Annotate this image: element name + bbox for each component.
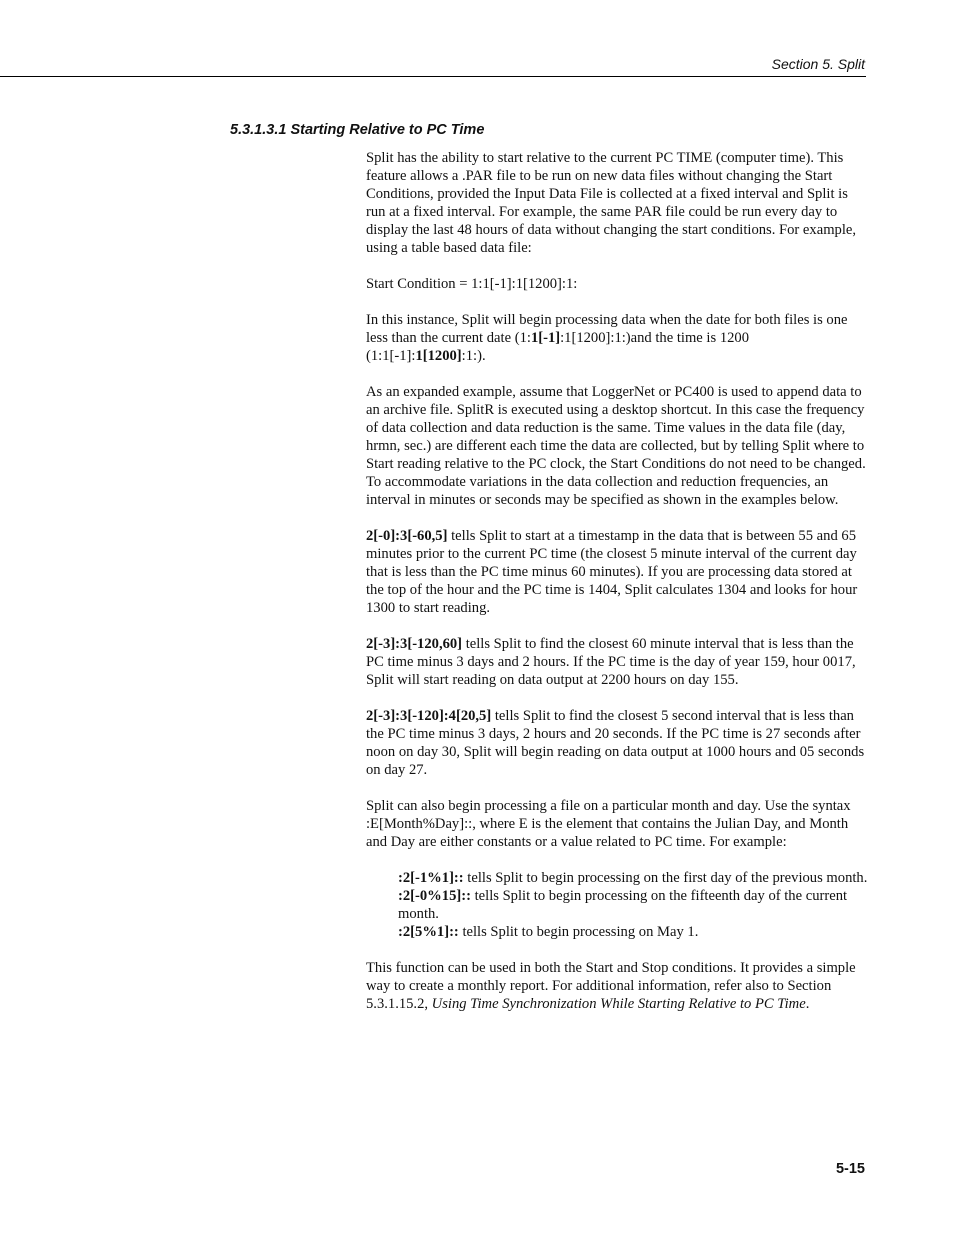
month-day-paragraph: Split can also begin processing a file on a particular month and day. Use the syntax :E[Month%Day]::, where E is the element that contains the Julian Day, and Month and Day are either constants or a value related to PC time. For example: xyxy=(366,798,851,850)
instance-code-1: 1[-1] xyxy=(530,330,561,346)
section-reference-title: Using Time Synchronization While Starting Relative to PC Time xyxy=(431,996,806,1012)
example-3-paragraph xyxy=(366,707,868,779)
month-example-3-text: tells Split to begin processing on May 1. xyxy=(458,924,699,940)
example-2-code: 2[-3]:3[-120,60] xyxy=(366,636,463,652)
example-3-code: 2[-3]:3[-120]:4[20,5] xyxy=(366,708,492,724)
closing-paragraph xyxy=(366,959,868,1013)
month-example-1-code: :2[-1%1]:: xyxy=(398,870,464,886)
example-2-text: tells Split to find the closest 60 minute interval that is less than the PC time minus 3 days and 2 hours. If the PC time is the day of year 159, hour 0017, Split will start reading on data output at 2200 hours on day 155. xyxy=(366,636,856,688)
start-condition-line: Start Condition = 1:1[-1]:1[1200]:1: xyxy=(366,276,578,292)
closing-end: . xyxy=(805,996,810,1012)
closing-text: This function can be used in both the Start and Stop conditions. It provides a simple way to create a monthly report. For additional information, refer also to Section 5.3.1.15.2, xyxy=(366,960,856,1012)
month-example-1 xyxy=(398,869,868,887)
instance-code-2: 1[1200] xyxy=(415,348,462,364)
month-example-3-code: :2[5%1]:: xyxy=(398,924,459,940)
running-head: Section 5. Split xyxy=(771,56,865,72)
month-example-1-text: tells Split to begin processing on the first day of the previous month. xyxy=(463,870,868,886)
expanded-example-paragraph: As an expanded example, assume that LoggerNet or PC400 is used to append data to an archive file. SplitR is executed using a desktop shortcut. In this case the frequency of data collection and data reduction is the same. Time values in the data file (day, hrmn, sec.) are different each time the data are collected, but by telling Split where to Start reading relative to the PC clock, the Start Conditions do not need to be changed. To accommodate variations in the data collection and reduction frequencies, an interval in minutes or seconds may be specified as shown in the examples below. xyxy=(366,384,866,508)
example-3-text: tells Split to find the closest 5 second interval that is less than the PC time minus 3 days, 2 hours and 20 seconds. If the PC time is 27 seconds after noon on day 30, Split will begin reading on data output at 1000 hours and 05 seconds on day 27. xyxy=(366,708,865,778)
page-number: 5-15 xyxy=(835,1161,865,1177)
month-example-3 xyxy=(398,923,868,941)
example-2-paragraph xyxy=(366,635,868,689)
header-rule xyxy=(0,76,866,77)
instance-text-3: :1:). xyxy=(461,348,486,364)
example-1-paragraph xyxy=(366,527,868,617)
instance-text-1: In this instance, Split will begin processing data when the date for both files is one less than the current date (1: xyxy=(366,312,848,346)
intro-paragraph: Split has the ability to start relative to the current PC TIME (computer time). This feature allows a .PAR file to be run on new data files without changing the Start Conditions, provided the Input Data File is collected at a fixed interval and Split is run at a fixed interval. For example, the same PAR file could be run every day to display the last 48 hours of data without changing the start conditions. For example, using a table based data file: xyxy=(366,150,857,256)
example-1-code: 2[-0]:3[-60,5] xyxy=(366,528,448,544)
body-text xyxy=(366,149,868,1031)
month-example-2 xyxy=(398,887,868,923)
month-example-2-text: tells Split to begin processing on the fifteenth day of the current month. xyxy=(398,888,848,922)
instance-paragraph xyxy=(366,311,868,365)
example-1-text: tells Split to start at a timestamp in the data that is between 55 and 65 minutes prior to the current PC time (the closest 5 minute interval of the current day that is less than the PC time minus 60 minutes). If you are processing data stored at the top of the hour and the PC time is 1404, Split calculates 1304 and looks for hour 1300 to start reading. xyxy=(366,528,858,616)
instance-text-2: :1[1200]:1:)and the time is 1200 (1:1[-1]: xyxy=(366,330,750,364)
section-heading: 5.3.1.3.1 Starting Relative to PC Time xyxy=(230,122,485,138)
month-example-2-code: :2[-0%15]:: xyxy=(398,888,471,904)
